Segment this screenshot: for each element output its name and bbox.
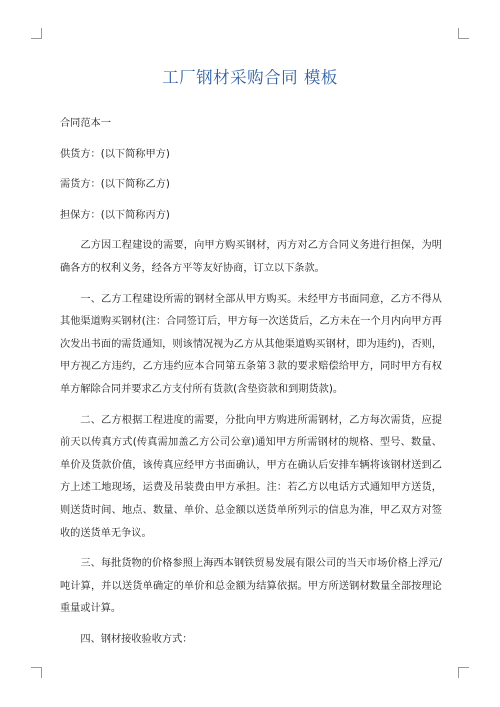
contract-sample-label: 合同范本一 xyxy=(60,118,111,129)
crop-mark-top-left xyxy=(31,28,42,39)
crop-mark-top-right xyxy=(458,28,469,39)
paragraph-intro: 乙方因工程建设的需要，向甲方购买钢材，丙方对乙方合同义务进行担保，为明确各方的权利义务，经各方平等友好协商，订立以下条款。 xyxy=(60,240,442,274)
paragraph-clause-2: 二、乙方根据工程进度的需要，分批向甲方购进所需钢材，乙方每次需货，应提前天以传真方式(传真需加盖乙方公司公章)通知甲方所需钢材的规格、型号、数量、单价及货款价值，该传真应经甲方书面确认，甲方在确认后安排车辆将该钢材送到乙方上述工地现场，运费及吊装费由甲方承担。注：若乙方以电话方式通知甲方送货，则送货时间、地点、数量、单价、总金额以送货单所列示的信息为准，甲乙双方对签收的送货单无争议。 xyxy=(60,414,442,539)
supplier-line: 供货方：(以下简称甲方) xyxy=(60,148,170,160)
crop-mark-bottom-left xyxy=(31,667,42,678)
document-title: 工厂钢材采购合同 模板 xyxy=(162,68,338,87)
paragraph-clause-3: 三、每批货物的价格参照上海西本钢铁贸易发展有限公司的当天市场价格上浮元/吨计算，并以送货单确定的单价和总金额为结算依据。甲方所送钢材数量全部按理论重量或计算。 xyxy=(60,558,442,615)
crop-mark-bottom-right xyxy=(458,667,469,678)
document-body xyxy=(60,113,442,659)
guarantor-line: 担保方：(以下简称丙方) xyxy=(60,209,170,221)
buyer-line: 需货方：(以下简称乙方) xyxy=(60,179,170,191)
paragraph-clause-4: 四、钢材接收验收方式： xyxy=(80,633,193,645)
paragraph-clause-1: 一、乙方工程建设所需的钢材全部从甲方购买。未经甲方书面同意，乙方不得从其他渠道购买钢材(注：合同签订后，甲方每一次送货后，乙方未在一个月内向甲方再次发出书面的需货通知，则该情况视为乙方从其他渠道购买钢材，即为违约)，否则，甲方视乙方违约，乙方违约应本合同第五条第３款的要求赔偿给甲方，同时甲方有权单方解除合同并要求乙方支付所有货款(含垫资款和到期货款)。 xyxy=(60,293,442,395)
